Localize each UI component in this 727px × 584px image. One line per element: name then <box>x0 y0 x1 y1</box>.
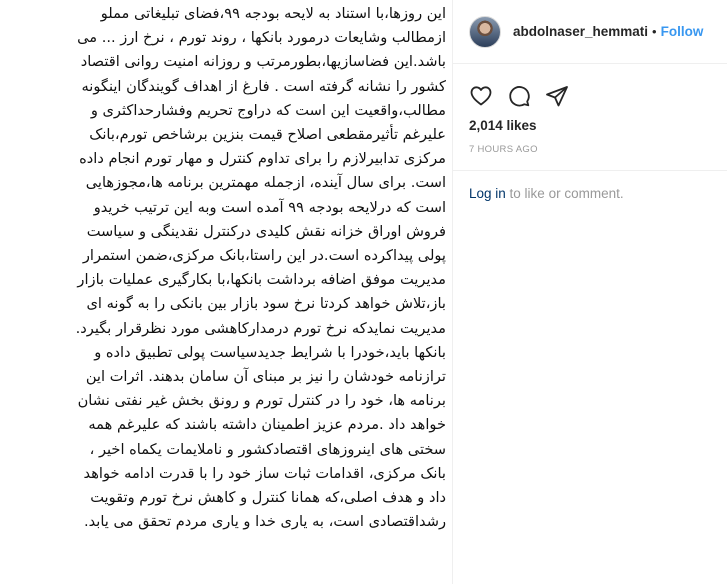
post-text-line: مرکزی تدابیرلازم را برای تداوم کنترل و مهار تورم انجام داده <box>79 150 446 168</box>
share-icon <box>545 84 569 108</box>
post-text-line: این روزها،با استناد به لایحه بودجه ۹۹،فضای تبلیغاتی مملو <box>100 5 446 22</box>
post-text-line: است. برای سال آینده، ازجمله مهمترین برنامه ها،مجوزهایی <box>85 174 446 192</box>
comment-icon <box>507 84 531 108</box>
action-bar <box>469 84 583 108</box>
post-text-line: خواهد داد .مردم عزیز اطمینان داشته باشند که علیرغم همه <box>88 416 446 434</box>
post-text-line: بانک مرکزی، اقدامات ثبات ساز خود را با قدرت ادامه خواهد <box>83 464 446 482</box>
post-header <box>453 0 727 64</box>
post-text-line: علیرغم تأثیرمقطعی اصلاح قیمت بنزین برشاخص تورم،بانک <box>89 126 446 144</box>
avatar[interactable] <box>469 16 501 48</box>
post-text-line: مطالب،واقعیت این است که دراوج تحریم وفشارحداکثری و <box>90 101 446 119</box>
post-text-line: مدیریت موفق اضافه برداشت بانکها،با بکارگیری عملیات بازار <box>77 271 446 289</box>
divider <box>453 170 727 171</box>
post-text-line: کشور را نشانه گرفته است . فارغ از اهداف گویندگان اینگونه <box>81 77 446 95</box>
post-text-line: بانکها باید،خودرا با شرایط جدیدسیاست پولی تطبیق داده و <box>94 343 446 361</box>
post-text-line: مدیریت نمایدکه نرخ تورم درمدارکاهشی مورد نظرقرار بگیرد. <box>75 319 446 337</box>
login-prompt <box>469 186 624 201</box>
login-link[interactable]: Log in <box>469 186 506 201</box>
username-link[interactable]: abdolnaser_hemmati <box>513 24 649 39</box>
post-text-line: پولی پیداکرده است.در این راستا،بانک مرکزی،ضمن استمرار <box>82 247 446 265</box>
post-text-line: است که درلایحه بودجه ۹۹ آمده است وبه این ترتیب خریدو <box>93 198 446 216</box>
like-button[interactable] <box>469 84 493 108</box>
post-text-line: باشد.این فضاسازیها،بطورمرتب و روزانه امنیت روانی اقتصاد <box>80 53 446 71</box>
post-text-line: ازمطالب وشایعات درمورد بانکها ، روند تورم ، نرخ ارز ... می <box>77 29 446 47</box>
post-text-line: ترازنامه خودشان را نیز بر مبنای آن سامان بدهند. اثرات این <box>85 368 446 386</box>
share-button[interactable] <box>545 84 569 108</box>
post-text-line: سختی های اینروزهای اقتصادکشور و ناملایمات یکماه اخیر ، <box>89 440 446 458</box>
heart-icon <box>469 84 493 108</box>
login-prompt-text: to like or comment. <box>505 186 624 201</box>
separator-dot: • <box>652 24 657 39</box>
post-text-line: فروش اوراق خزانه نقش کلیدی درکنترل نقدینگی و سیاست <box>86 222 446 240</box>
post-side-panel <box>452 0 727 584</box>
post-text-line: باز،تلاش خواهد کردتا نرخ سود بازار بین بانکی را به گونه ای <box>86 295 446 313</box>
post-text-line: رشداقتصادی است، به یاری خدا و یاری مردم تحقق می یابد. <box>83 513 446 531</box>
post-text-line: برنامه ها، خود را در کنترل تورم و رونق بخش غیر نفتی نشان <box>77 392 446 410</box>
post-timestamp[interactable]: 7 HOURS AGO <box>469 144 538 155</box>
post-text-line: داد و هدف اصلی،که همانا کنترل و کاهش نرخ تورم وتقویت <box>90 489 446 507</box>
comment-button[interactable] <box>507 84 531 108</box>
likes-count[interactable]: 2,014 likes <box>469 118 537 133</box>
follow-button[interactable]: Follow <box>660 24 704 39</box>
